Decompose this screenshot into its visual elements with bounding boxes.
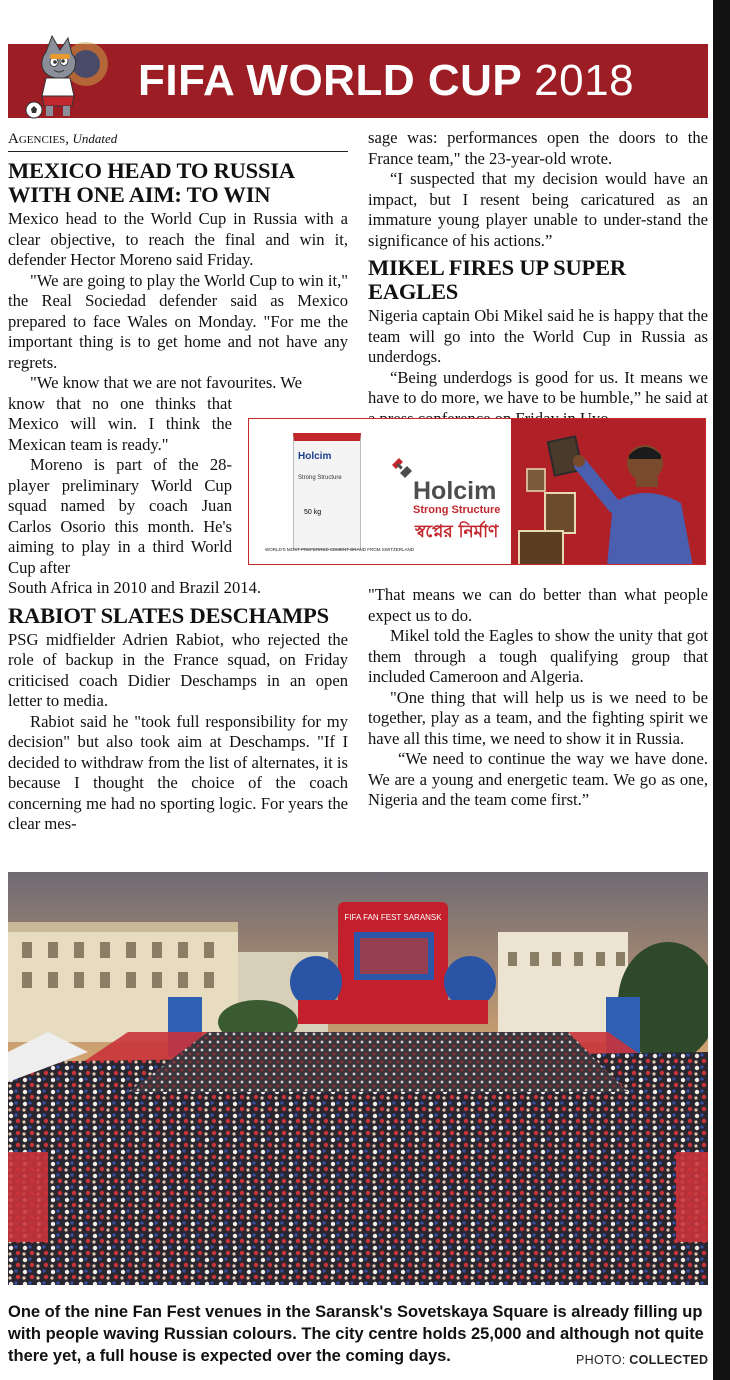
ad-tagline: Strong Structure <box>413 504 501 516</box>
zabivaka-wolf-mascot-icon <box>16 30 116 122</box>
mikel-para-4: Mikel told the Eagles to show the unity that got them through a tough qualifying group that included Cameroon and Algeria. <box>368 626 708 686</box>
photo-credit: PHOTO: COLLECTED <box>576 1353 709 1367</box>
mikel-para-6: “We need to continue the way we have done. We are a young and energetic team. We go as one, Nigeria and the team come first.” <box>368 749 708 809</box>
right-column-top <box>368 128 708 429</box>
cement-bag-image: Holcim Strong Structure 50 kg <box>293 433 361 550</box>
photo-caption: One of the nine Fan Fest venues in the Saransk's Sovetskaya Square is already filling up with people waving Russian colours. The city centre holds 25,000 and although not quite there yet, a full house is expected over the coming days. <box>8 1303 704 1365</box>
right-column-bottom <box>368 585 708 811</box>
ad-bangla-slogan: স্বপ্নের নির্মাণ <box>415 522 499 542</box>
headline-rabiot: RABIOT SLATES DESCHAMPS <box>8 602 329 628</box>
man-hanging-picture-image <box>511 419 706 565</box>
mexico-para-4b: South Africa in 2010 and Brazil 2014. <box>8 578 262 597</box>
mikel-para-1: Nigeria captain Obi Mikel said he is happy that the team will go into the World Cup in Russia as underdogs. <box>368 306 708 366</box>
banner-title: FIFA WORLD CUP 2018 <box>138 56 635 105</box>
ad-brand: Holcim <box>413 477 497 505</box>
holcim-advertisement[interactable] <box>248 418 706 565</box>
headline-mexico: MEXICO HEAD TO RUSSIA WITH ONE AIM: TO WIN <box>8 158 294 207</box>
rabiot-para-2: Rabiot said he "took full responsibility for my decision" but also took aim at Deschamps. "If I decided to withdraw from the list of alternates, it is because I thought the choice of the coach concerning me had no sporting logic. For years the clear mes- <box>8 711 348 833</box>
headline-mikel: MIKEL FIRES UP SUPER EAGLES <box>368 255 626 304</box>
rabiot-para-4: “I suspected that my decision would have an impact, but I resent being caricatured as an immature young player unable to under-stand the significance of his actions.” <box>368 169 708 250</box>
rabiot-para-1: PSG midfielder Adrien Rabiot, who rejected the role of backup in the France squad, on Friday criticised coach Didier Deschamps in an open letter to media. <box>8 629 348 710</box>
fan-fest-scene <box>8 872 708 1285</box>
mexico-para-1: Mexico head to the World Cup in Russia with a clear objective, to reach the final and win it, defender Hector Moreno said Friday. <box>8 209 348 269</box>
holcim-logo-icon <box>389 455 415 481</box>
page-edge-bar <box>713 0 730 1380</box>
mikel-para-3: "That means we can do better than what people expect us to do. <box>368 585 708 625</box>
mexico-para-3b: know that no one thinks that Mexico will win. I think the Mexican team is ready." <box>8 393 232 454</box>
dateline: Agencies, Undated <box>8 131 348 152</box>
mexico-para-2: "We are going to play the World Cup to win it," the Real Sociedad defender said as Mexico prepared to face Wales on Monday. "For me the important thing is to get home and not have any regrets. <box>8 270 348 372</box>
mexico-para-4a: Moreno is part of the 28-player preliminary World Cup squad named by coach Juan Carlos Osorio this month. He's aiming to play in a third World Cup after <box>8 455 232 577</box>
mikel-para-5: "One thing that will help us is we need to be together, play as a team, and the fighting spirit we have all this time, we need to show it in Russia. <box>368 687 708 748</box>
rabiot-para-3: sage was: performances open the doors to the France team," the 23-year-old wrote. <box>368 128 708 168</box>
ad-fine-print: WORLD'S MOST PREFERRED CEMENT BRAND FROM SWITZERLAND <box>265 547 414 552</box>
mexico-para-3a: "We know that we are not favourites. We <box>30 373 302 392</box>
fan-fest-crowd-photo <box>8 872 708 1285</box>
stage-sign: FIFA FAN FEST SARANSK <box>344 913 442 922</box>
mikel-para-2: “Being underdogs is good for us. It means we have to do more, we have to be humble,” he said at <box>368 367 708 407</box>
